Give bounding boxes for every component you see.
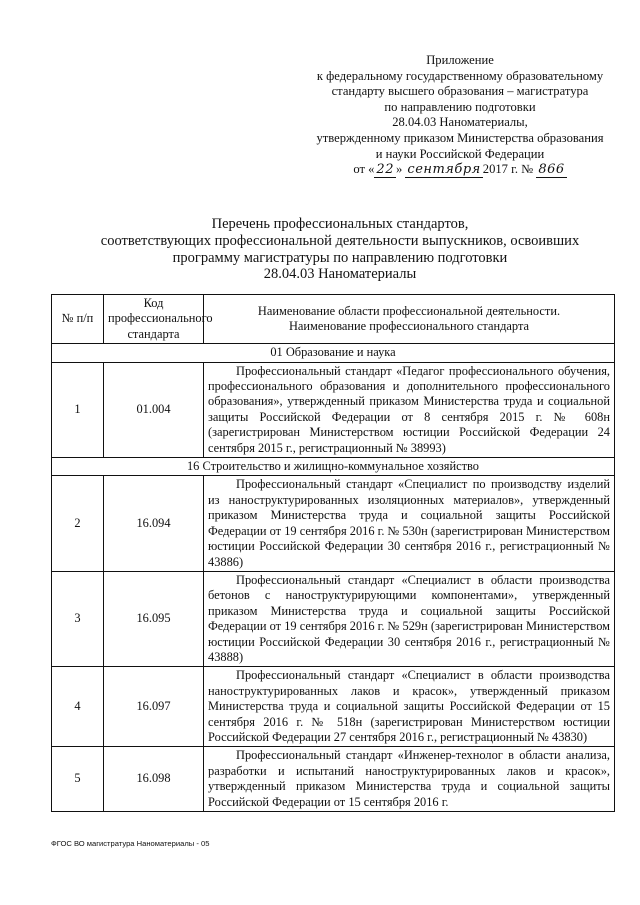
row-name: Профессиональный стандарт «Инженер-технолог в области анализа, разработки и испытаний наноструктурированных лаков и красок», утвержденный приказом Министерства труда и социальной защиты Российской Федерации от 15 сентября 2016 г.	[208, 748, 610, 809]
row-name-cell	[204, 362, 615, 457]
table-row	[52, 747, 615, 812]
section-row	[52, 458, 615, 476]
table-row	[52, 667, 615, 747]
header-num: № п/п	[52, 295, 104, 344]
row-name: Профессиональный стандарт «Специалист по производству изделий из наноструктурированных изоляционных материалов», утвержденный приказом Министерства труда и социальной защиты Российской Федерации от 19 сентября 2016 г. № 530н (зарегистрирован Министерством юстиции Российской Федерации 30 сентября 2016 г., регистрационный № 43886)	[208, 477, 610, 569]
appendix-line: стандарту высшего образования – магистратура	[331, 84, 589, 99]
title-line: соответствующих профессиональной деятельности выпускников, освоивших	[100, 232, 580, 249]
title-line: 28.04.03 Наноматериалы	[263, 266, 417, 283]
title-line: программу магистратуры по направлению подготовки	[172, 249, 508, 266]
row-num: 4	[52, 667, 104, 747]
appendix-line: 28.04.03 Наноматериалы,	[392, 115, 528, 130]
row-num: 5	[52, 747, 104, 812]
date-mid: »	[395, 162, 403, 177]
order-date-line	[290, 162, 630, 178]
appendix-line: по направлению подготовки	[384, 99, 536, 114]
table-row	[52, 571, 615, 666]
section-title: 16 Строительство и жилищно-коммунальное хозяйство	[52, 458, 615, 476]
title-line: Перечень профессиональных стандартов,	[211, 216, 469, 232]
row-name-cell	[204, 571, 615, 666]
row-num: 3	[52, 571, 104, 666]
page-title	[30, 216, 640, 283]
appendix-line: утвержденному приказом Министерства образования	[316, 130, 604, 145]
header-name: Наименование области профессиональной деятельности. Наименование профессионального стандарта	[204, 295, 615, 344]
table-header-row	[52, 295, 615, 344]
table-row	[52, 362, 615, 457]
row-code: 16.094	[104, 476, 204, 571]
date-year: 2017 г. №	[482, 162, 534, 177]
row-code: 16.095	[104, 571, 204, 666]
row-name-cell	[204, 747, 615, 812]
row-code: 16.098	[104, 747, 204, 812]
row-num: 2	[52, 476, 104, 571]
row-name: Профессиональный стандарт «Специалист в области производства бетонов с наноструктурирующими компонентами», утвержденный приказом Министерства труда и социальной защиты Российской Федерации от 19 сентября 2016 г. № 529н (зарегистрирован Министерством юстиции Российской Федерации 30 сентября 2016 г., регистрационный № 43888)	[208, 572, 610, 664]
page-footer: ФГОС ВО магистратура Наноматериалы - 05	[51, 839, 210, 848]
row-name: Профессиональный стандарт «Педагог профессионального обучения, профессионального образования и дополнительного профессионального образования», утвержденный приказом Министерства труда и социальной защиты Российской Федерации от 8 сентября 2015 г. № 608н (зарегистрирован Министерством юстиции Российской Федерации 24 сентября 2015 г., регистрационный № 38993)	[208, 363, 610, 455]
appendix-line: к федеральному государственному образовательному	[316, 68, 604, 83]
table-row	[52, 476, 615, 571]
section-row	[52, 344, 615, 362]
standards-table	[51, 294, 615, 812]
row-name: Профессиональный стандарт «Специалист в области производства наноструктурированных лаков и красок», утвержденный приказом Министерства труда и социальной защиты Российской Федерации от 15 сентября 2016 г. № 518н (зарегистрирован Министерством юстиции Российской Федерации 27 сентября 2016 г., регистрационный № 43830)	[208, 668, 610, 744]
appendix-line: Приложение	[426, 53, 494, 67]
header-code: Код профессионального стандарта	[104, 295, 204, 344]
section-title: 01 Образование и наука	[52, 344, 615, 362]
appendix-block	[290, 53, 630, 178]
date-month: сентября	[407, 162, 481, 178]
row-code: 16.097	[104, 667, 204, 747]
order-number: 866	[538, 162, 565, 178]
row-name-cell	[204, 476, 615, 571]
row-code: 01.004	[104, 362, 204, 457]
row-name-cell	[204, 667, 615, 747]
date-prefix: от «	[353, 162, 375, 177]
date-day: 22	[376, 162, 394, 178]
appendix-line: и науки Российской Федерации	[375, 146, 545, 161]
row-num: 1	[52, 362, 104, 457]
